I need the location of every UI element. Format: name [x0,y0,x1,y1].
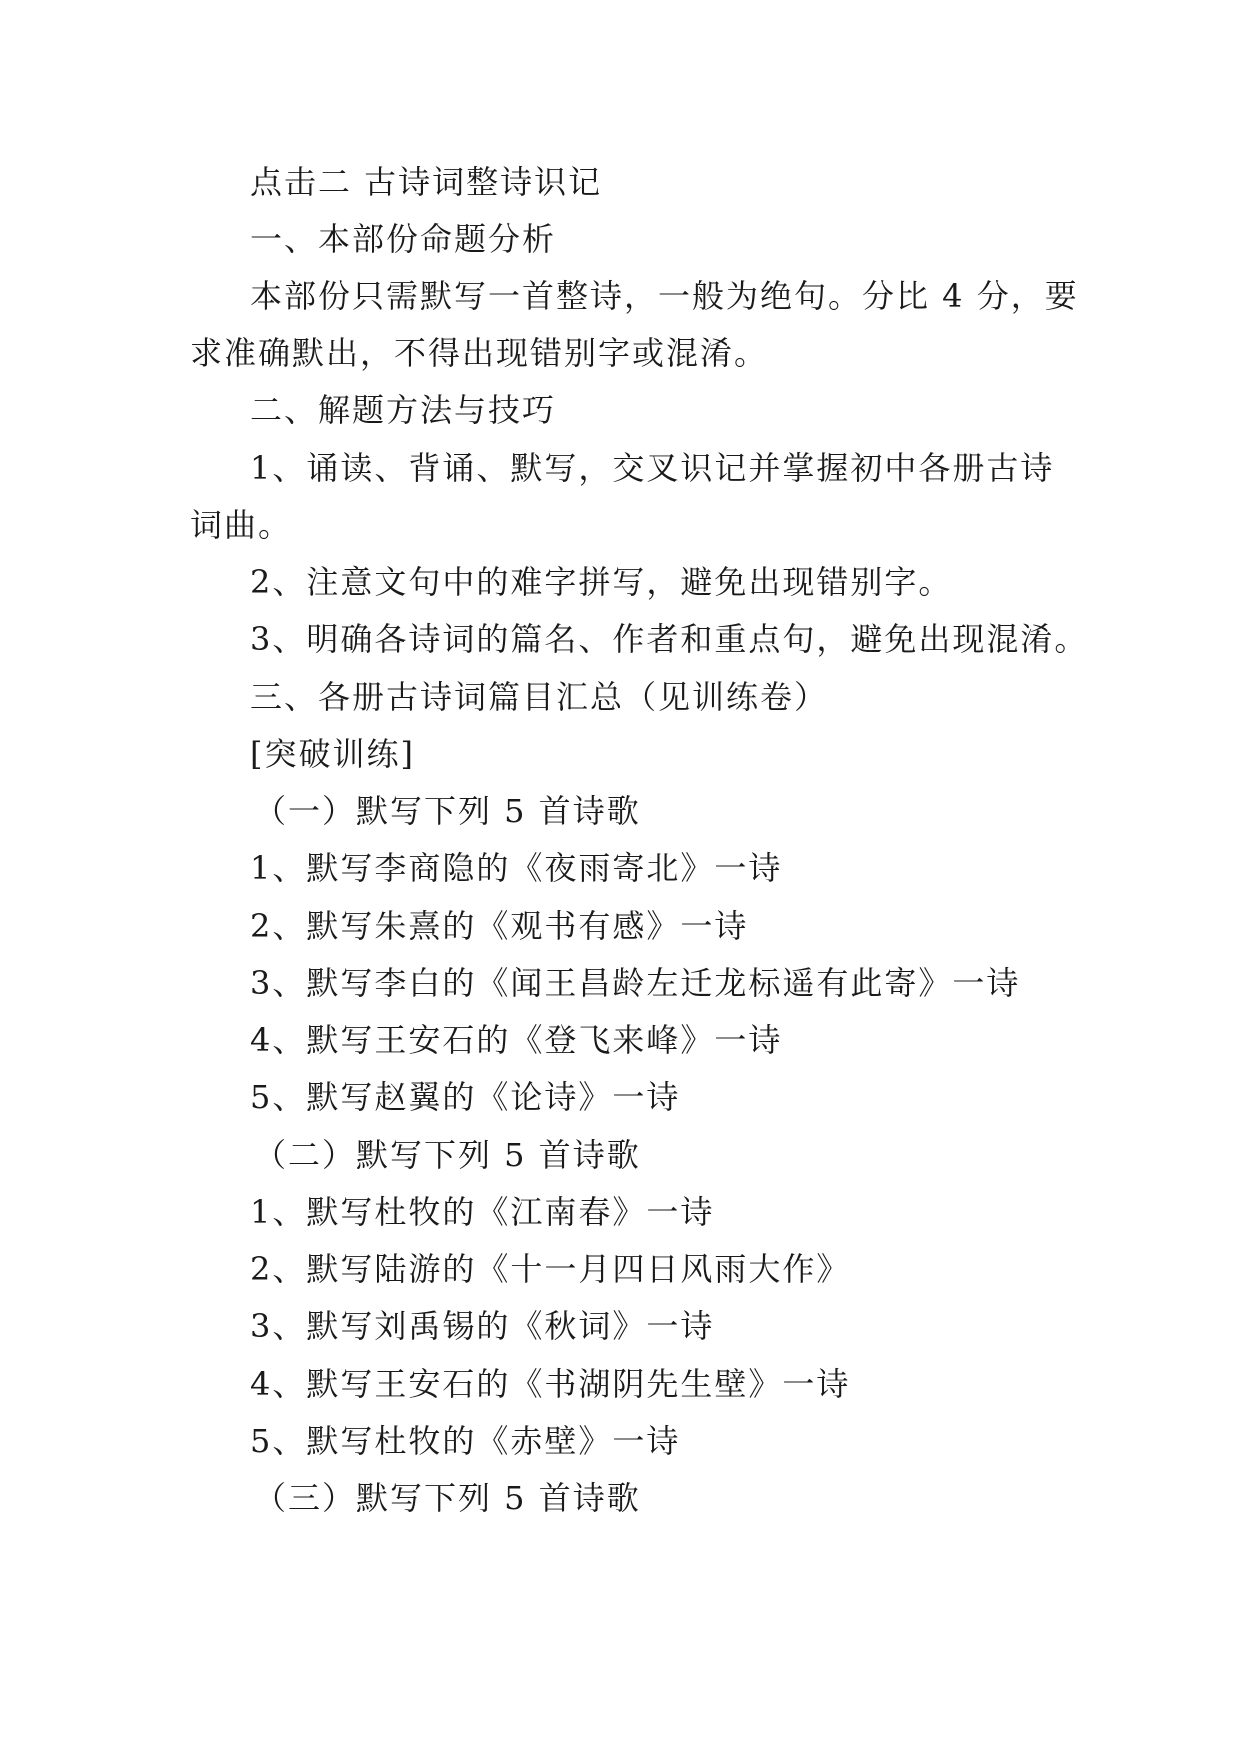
page-heading: 点击二 古诗词整诗识记 [250,163,603,201]
list-item: 4、默写王安石的《书湖阴先生壁》一诗 [250,1365,851,1403]
paragraph-line: 词曲。 [190,506,293,544]
list-item: 5、默写赵翼的《论诗》一诗 [250,1078,681,1116]
list-item: 1、默写李商隐的《夜雨寄北》一诗 [250,849,783,887]
list-item: 2、默写陆游的《十一月四日风雨大作》 [250,1250,851,1288]
training-title: [突破训练] [250,735,415,773]
group-title: （三）默写下列 5 首诗歌 [254,1479,641,1517]
list-item: 3、默写李白的《闻王昌龄左迁龙标遥有此寄》一诗 [250,964,1021,1002]
section-title: 一、本部份命题分析 [250,220,557,258]
group-title: （二）默写下列 5 首诗歌 [254,1136,641,1174]
paragraph-line: 2、注意文句中的难字拼写，避免出现错别字。 [250,563,953,601]
list-item: 4、默写王安石的《登飞来峰》一诗 [250,1021,783,1059]
list-item: 5、默写杜牧的《赤壁》一诗 [250,1422,681,1460]
section-title: 二、解题方法与技巧 [250,391,557,429]
section-title: 三、各册古诗词篇目汇总（见训练卷） [250,678,829,716]
paragraph-line: 3、明确各诗词的篇名、作者和重点句，避免出现混淆。 [250,620,1089,658]
list-item: 3、默写刘禹锡的《秋词》一诗 [250,1307,715,1345]
paragraph-line: 求准确默出，不得出现错别字或混淆。 [190,334,769,372]
paragraph-line: 本部份只需默写一首整诗，一般为绝句。分比 4 分，要 [250,277,1079,315]
group-title: （一）默写下列 5 首诗歌 [254,792,641,830]
list-item: 2、默写朱熹的《观书有感》一诗 [250,907,749,945]
list-item: 1、默写杜牧的《江南春》一诗 [250,1193,715,1231]
paragraph-line: 1、诵读、背诵、默写，交叉识记并掌握初中各册古诗 [250,449,1055,487]
